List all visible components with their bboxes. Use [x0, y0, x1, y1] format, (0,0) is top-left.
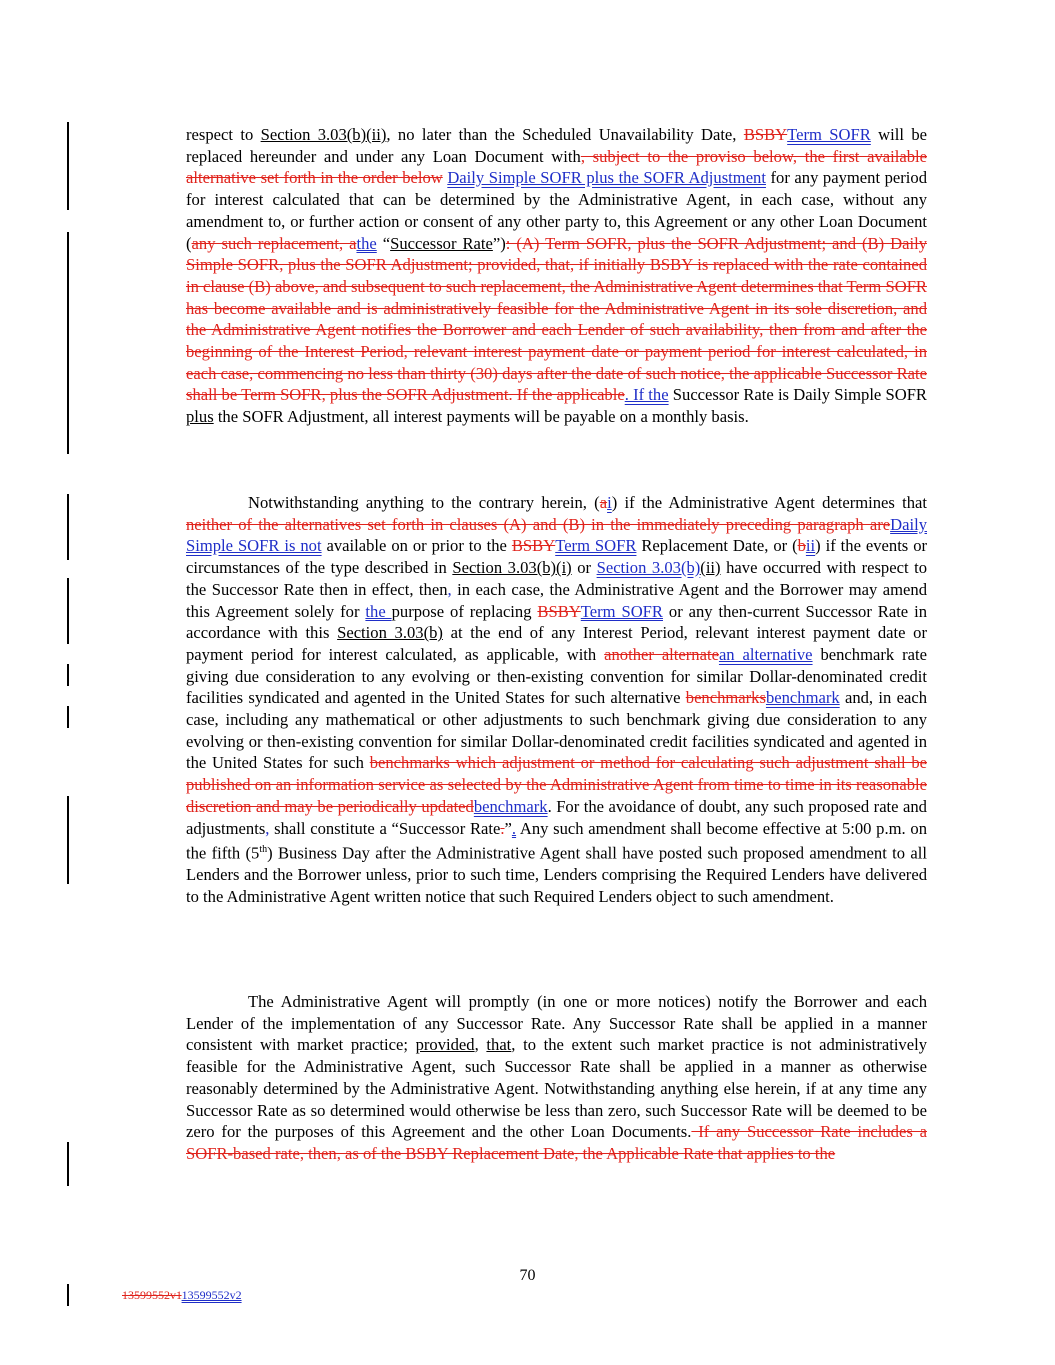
paragraph-1: [186, 124, 927, 428]
inserted-text: .: [511, 818, 517, 838]
underlined-text: Section 3.03(b)(i): [452, 558, 572, 578]
deleted-text: BSBY: [743, 125, 788, 144]
inserted-text: ,: [265, 818, 270, 838]
document-id: [122, 1288, 242, 1303]
inserted-text: Term SOFR: [787, 125, 871, 144]
inserted-text: Term SOFR: [555, 536, 637, 556]
text-run: ) if the Administrative Agent determines that: [611, 493, 927, 512]
text-run: and, in each case, including any mathematical or other adjustments to such benchmark giving due consideration to any evolving or then-existing convention for similar Dollar-denominated credit facilities syndicated and agented in the United States for such: [186, 688, 927, 773]
change-bar: [67, 796, 69, 884]
deleted-text: another alternate: [604, 644, 719, 664]
inserted-text: ,: [447, 579, 452, 599]
document-id-inserted: 13599552v2: [181, 1288, 242, 1302]
text-run: shall constitute a “Successor Rate: [269, 818, 501, 838]
paragraph-notify: [186, 991, 927, 1165]
text-run: Notwithstanding anything to the contrary herein, (: [248, 493, 600, 512]
inserted-text: the: [356, 233, 377, 253]
underlined-text: that: [486, 1035, 512, 1055]
inserted-text: an alternative: [718, 644, 813, 664]
text-run: ) Business Day after the Administrative Agent shall have posted such proposed amendment to all Lenders and the Borrower unless, prior to such time, Lenders comprising the Required Lenders have delivered to the Administrative Agent written notice that such Required Lenders object to such amendment.: [186, 843, 927, 907]
inserted-text: Daily Simple SOFR is not: [186, 514, 927, 556]
inserted-text: the: [365, 601, 392, 621]
deleted-text: b: [797, 536, 806, 556]
underlined-text: plus: [186, 407, 214, 427]
inserted-text: ii: [805, 536, 816, 556]
inserted-text: Section 3.03(b): [596, 558, 701, 578]
deleted-text: benchmarks which adjustment or method for calculating such adjustment shall be published on an information service as selected by the Administrative Agent from time to time in its reasonable discretion and may be periodically updated: [186, 753, 927, 816]
text-run: Replacement Date, or (: [636, 536, 798, 556]
document-id-deleted: 13599552v1: [122, 1288, 182, 1302]
underlined-text: Section 3.03(b)(ii): [260, 125, 387, 144]
deleted-text: BSBY: [511, 536, 556, 556]
text-run: in each case, the Administrative Agent and the Borrower may amend this Agreement solely for: [186, 579, 927, 621]
text-run: purpose of replacing: [391, 601, 538, 621]
deleted-text: .: [500, 818, 505, 838]
deleted-text: BSBY: [537, 601, 581, 621]
text-run: available on or prior to the: [321, 536, 512, 556]
change-bar: [67, 664, 69, 686]
inserted-text: benchmark: [765, 688, 840, 708]
underlined-text: (ii): [700, 558, 721, 578]
text-run: benchmark rate giving due consideration to any evolving or then-existing convention for similar Dollar-denominated credit facilities syndicated and agented in the United States for such alternative: [186, 644, 927, 708]
change-bar: [67, 122, 69, 210]
text-run: respect to: [186, 125, 261, 144]
text-run: “: [376, 233, 391, 253]
deleted-text: If any Successor Rate includes a SOFR-based rate, then, as of the BSBY Replacement Date, the Applicable Rate that applies to the: [186, 1122, 927, 1163]
inserted-text: Term SOFR: [580, 601, 663, 621]
change-bar: [67, 706, 69, 728]
text-run: . For the avoidance of doubt, any such proposed rate and adjustments: [186, 796, 927, 838]
change-bar: [67, 578, 69, 644]
text-run: have occurred with respect to the Successor Rate then in effect, then: [186, 558, 927, 599]
paragraph-continuation: [186, 124, 927, 428]
page-number: 70: [519, 1267, 536, 1284]
text-run: , to the extent such market practice is not administratively feasible for the Administrative Agent, such Successor Rate shall be applied in a manner as otherwise reasonably determined by the Administrative Agent. Notwithstanding anything else herein, if at any time any Successor Rate as so determined would otherwise be less than zero, such Successor Rate will be deemed to be zero for the purposes of this Agreement and the other Loan Documents.: [186, 1035, 928, 1142]
text-run: ) if the events or circumstances of the type described in: [186, 536, 928, 578]
change-bar: [67, 1284, 69, 1306]
text-run: Successor Rate is Daily Simple SOFR: [668, 385, 927, 405]
paragraph-3: [186, 991, 927, 1165]
deleted-text: : (A) Term SOFR, plus the SOFR Adjustment; and (B) Daily Simple SOFR, plus the SOFR Adjustment; provided, that, if initially BSBY is replaced with the rate contained in clause (B) above, and subsequent to such replacement, the Administrative Agent determines that Term SOFR has become available and is administratively feasible for the Administrative Agent in its sole discretion, and the Administrative Agent notifies the Borrower and each Lender of such availability, then from and after the beginning of the Interest Period, relevant interest payment date or payment period for interest calculated, in each case, commencing no less than thirty (30) days after the date of such notice, the applicable Successor Rate shall be Term SOFR, plus the SOFR Adjustment. If the applicable: [186, 233, 927, 405]
superscript: th: [259, 844, 268, 856]
change-bar: [67, 1142, 69, 1186]
underlined-text: Successor Rate: [390, 233, 493, 253]
deleted-text: any such replacement, a: [191, 233, 357, 253]
deleted-text: , subject to the proviso below, the first available alternative set forth in the order below: [186, 146, 927, 188]
text-run: at the end of any Interest Period, relevant interest payment date or payment period for interest calculated, as applicable, with: [186, 623, 928, 664]
inserted-text: i: [607, 493, 612, 512]
inserted-text: benchmark: [473, 796, 548, 816]
text-run: for any payment period for interest calculated that can be determined by the Administrative Agent, in each case, without any amendment to, or further action or consent of any other party to, this Agreement or any other Loan Document (: [186, 168, 928, 253]
deleted-text: benchmarks: [685, 688, 766, 708]
text-run: or: [571, 558, 597, 578]
text-run: ,: [474, 1035, 487, 1055]
text-run: ”): [492, 233, 506, 253]
text-run: The Administrative Agent will promptly (in one or more notices) notify the Borrower and each Lender of the implementation of any Successor Rate. Any Successor Rate shall be applied in a manner consistent with market practice;: [186, 992, 927, 1055]
text-run: , no later than the Scheduled Unavailability Date,: [386, 125, 744, 144]
text-run: or any then-current Successor Rate in accordance with this: [186, 601, 927, 643]
text-run: the SOFR Adjustment, all interest payments will be payable on a monthly basis.: [213, 407, 749, 427]
paragraph-2: [186, 492, 927, 908]
change-bar: [67, 494, 69, 560]
deleted-text: neither of the alternatives set forth in clauses (A) and (B) in the immediately preceding paragraph are: [186, 514, 891, 534]
text-run: Any such amendment shall become effective at 5:00 p.m. on the fifth (5: [186, 818, 927, 863]
change-bar: [67, 232, 69, 454]
deleted-text: a: [599, 493, 608, 512]
underlined-text: Section 3.03(b): [337, 623, 443, 643]
text-run: will be replaced hereunder and under any Loan Document with: [186, 125, 927, 166]
inserted-text: Daily Simple SOFR plus the SOFR Adjustment: [447, 168, 766, 188]
underlined-text: provided: [415, 1035, 475, 1055]
inserted-text: . If the: [624, 385, 669, 405]
text-run: ”: [504, 818, 512, 838]
paragraph-notwithstanding: [186, 492, 927, 908]
